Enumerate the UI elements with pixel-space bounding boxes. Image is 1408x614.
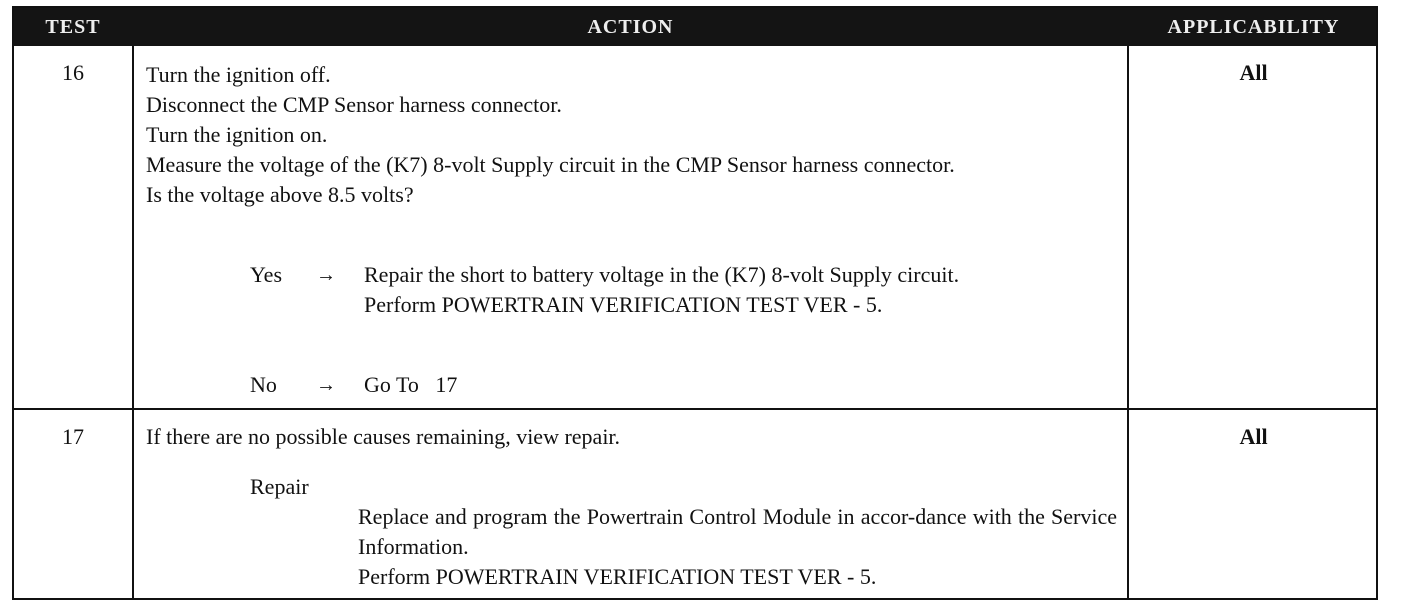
branch-text: Repair the short to battery voltage in the (K7) 8-volt Supply circuit.: [364, 262, 960, 287]
arrow-icon: →: [316, 264, 336, 286]
step-text: Is the voltage above 8.5 volts?: [146, 182, 414, 207]
applicability-value: All: [1239, 424, 1268, 449]
step-text: If there are no possible causes remaining, view repair.: [146, 424, 621, 449]
no-label: No: [250, 372, 277, 397]
repair-branch: [358, 502, 1117, 592]
repair-text: Replace and program the Powertrain Control Module in accor-dance with the Service Information.: [358, 504, 1117, 559]
goto-text: Go To: [364, 372, 419, 397]
step-text: Turn the ignition on.: [146, 122, 328, 147]
step-text: Turn the ignition off.: [146, 62, 331, 87]
table-row-16: [14, 46, 1376, 408]
yes-branch: [364, 260, 1117, 320]
arrow-icon: →: [316, 374, 336, 396]
repair-label: Repair: [250, 474, 309, 499]
goto-target[interactable]: 17: [435, 372, 458, 397]
no-branch: [364, 370, 457, 400]
step-text: Measure the voltage of the (K7) 8-volt Supply circuit in the CMP Sensor harness connector.: [146, 152, 955, 177]
test-number: 17: [62, 424, 84, 449]
header-test: TEST: [45, 16, 101, 38]
action-steps: [146, 422, 1118, 452]
applicability-value: All: [1239, 60, 1268, 85]
diagnostic-table: [12, 6, 1378, 600]
table-row-17: [14, 410, 1376, 598]
action-steps: [146, 60, 1118, 210]
header-action: ACTION: [587, 16, 674, 38]
repair-text: Perform POWERTRAIN VERIFICATION TEST VER - 5.: [358, 564, 877, 589]
test-number: 16: [62, 60, 84, 85]
header-applicability: APPLICABILITY: [1167, 16, 1340, 38]
step-text: Disconnect the CMP Sensor harness connector.: [146, 92, 562, 117]
table-header: [14, 8, 1376, 46]
yes-label: Yes: [250, 262, 283, 287]
branch-text: Perform POWERTRAIN VERIFICATION TEST VER - 5.: [364, 292, 883, 317]
